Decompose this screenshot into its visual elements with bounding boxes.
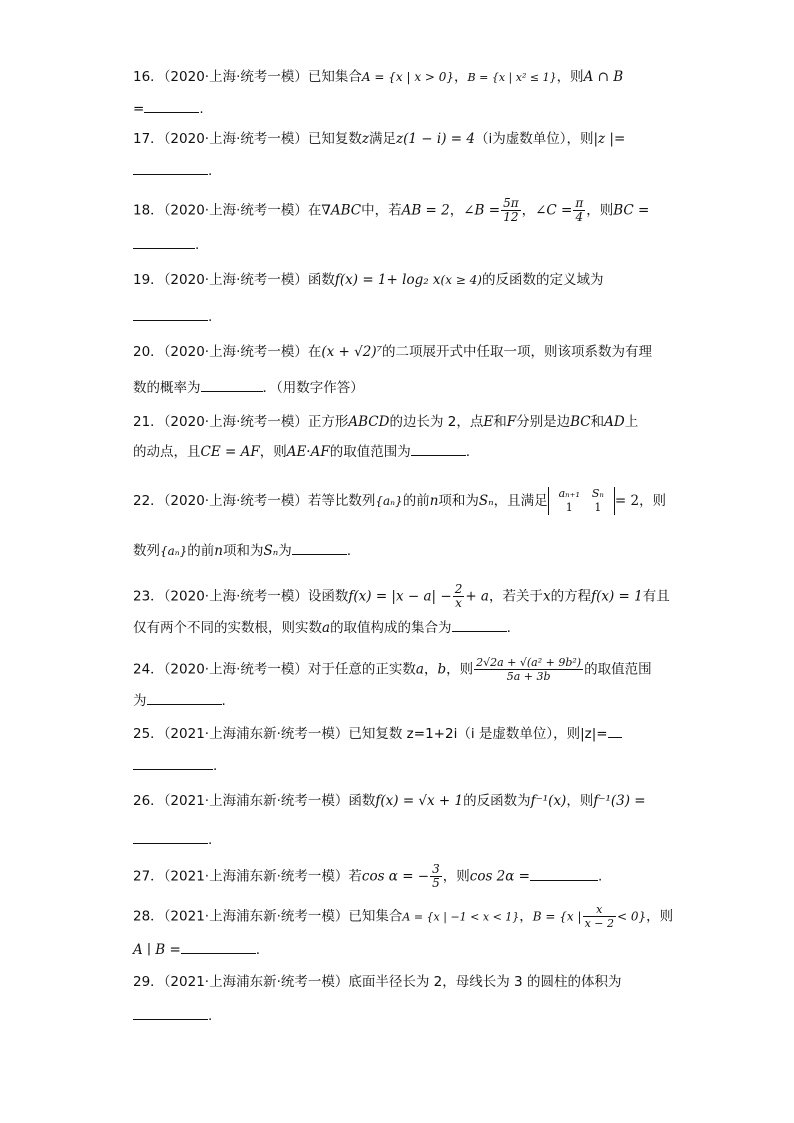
question-27: 27．（2021·上海浦东新·统考一模）若cos α = − $\frac{3}{5}$ ，则cos 2α = . — [133, 862, 603, 890]
fraction: $\frac{3}{5}$ — [432, 862, 440, 890]
question-26: 26．（2021·上海浦东新·统考一模）函数f(x) = √x + 1的反函数为f⁻¹(x)，则f⁻¹(3) = — [133, 793, 646, 809]
fraction: $\frac{x}{x - 2}$ — [584, 903, 614, 930]
question-28: 28．（2021·上海浦东新·统考一模）已知集合A = {x | −1 < x < 1}，B = {x | $\frac{x}{x - 2}$ < 0}，则 — [133, 903, 674, 930]
fraction: $\frac{\pi}{4}$ — [575, 196, 584, 224]
determinant: aₙ₊₁ Sₙ 1 1 — [548, 487, 615, 515]
question-19: 19．（2020·上海·统考一模）函数f(x) = 1+ log₂ x(x ≥ 4)的反函数的定义域为 — [133, 272, 604, 288]
question-23: 23．（2020·上海·统考一模）设函数f(x) = |x − a| − $\frac{2}{x}$ + a，若关于x的方程f(x) = 1有且 — [133, 582, 670, 610]
question-21: 21．（2020·上海·统考一模）正方形ABCD的边长为 2，点E和F分别是边BC和AD上 — [133, 414, 639, 430]
answer-blank[interactable] — [133, 829, 208, 844]
question-24: 24．（2020·上海·统考一模）对于任意的正实数a，b，则 $\frac{\text{2√2a + √(a² + 9b²)}}{5a + 3b}$ 的取值范围 — [133, 656, 652, 683]
question-17: 17．（2020·上海·统考一模）已知复数z满足z(1 − i) = 4（i为虚数单位），则|z |= — [133, 131, 626, 147]
question-22-line2: 数列{aₙ}的前n项和为Sₙ为 . — [133, 540, 664, 561]
question-26-answer: . — [133, 829, 664, 850]
answer-blank[interactable] — [292, 540, 347, 555]
question-18-answer: . — [133, 234, 664, 255]
fraction: $\frac{\text{2√2a + √(a² + 9b²)}}{5a + 3b}$ — [476, 656, 582, 683]
answer-blank[interactable] — [201, 377, 263, 392]
question-28-line2: A ∣ B = . — [133, 939, 664, 960]
question-19-answer: . — [133, 306, 664, 327]
answer-blank[interactable] — [144, 98, 199, 113]
answer-blank[interactable] — [452, 617, 507, 632]
question-16: 16．（2020·上海·统考一模）已知集合A = {x | x > 0}，B = {x | x² ≤ 1}，则A ∩ B — [133, 69, 624, 85]
answer-blank[interactable] — [608, 723, 622, 738]
answer-blank[interactable] — [181, 939, 256, 954]
fraction: $\frac{5\pi}{12}$ — [503, 196, 519, 224]
answer-blank[interactable] — [133, 306, 208, 321]
question-16-answer: = . — [133, 98, 664, 119]
answer-blank[interactable] — [411, 441, 466, 456]
question-23-line2: 仅有两个不同的实数根，则实数a的取值构成的集合为 . — [133, 617, 664, 638]
answer-blank[interactable] — [530, 866, 598, 881]
answer-blank[interactable] — [133, 755, 213, 770]
fraction: $\frac{2}{x}$ — [454, 582, 463, 610]
question-20: 20．（2020·上海·统考一模）在(x + √2)⁷的二项展开式中任取一项，则该项系数为有理 — [133, 344, 653, 360]
question-29: 29．（2021·上海浦东新·统考一模）底面半径长为 2，母线长为 3 的圆柱的体积为 — [133, 974, 622, 990]
question-18: 18．（2020·上海·统考一模）在∇ABC中，若AB = 2，∠B = $\frac{5\pi}{12}$ ，∠C = $\frac{\pi}{4}$ ，则BC = — [133, 196, 650, 224]
answer-blank[interactable] — [133, 234, 195, 249]
answer-blank[interactable] — [133, 160, 208, 175]
question-17-answer: . — [133, 160, 664, 181]
answer-blank[interactable] — [133, 1005, 208, 1020]
question-20-line2: 数的概率为 ．（用数字作答） — [133, 377, 664, 398]
question-25: 25．（2021·上海浦东新·统考一模）已知复数 z=1+2i（i 是虚数单位），则|z|= — [133, 723, 664, 744]
question-29-answer: . — [133, 1005, 664, 1026]
answer-blank[interactable] — [147, 690, 222, 705]
question-24-line2: 为 . — [133, 690, 664, 711]
question-22: 22．（2020·上海·统考一模）若等比数列{aₙ}的前n项和为Sₙ，且满足 aₙ₊₁ Sₙ 1 1 = 2，则 — [133, 487, 667, 514]
question-21-line2: 的动点，且CE = AF，则AE·AF的取值范围为 . — [133, 441, 664, 462]
question-25-answer: . — [133, 755, 664, 776]
